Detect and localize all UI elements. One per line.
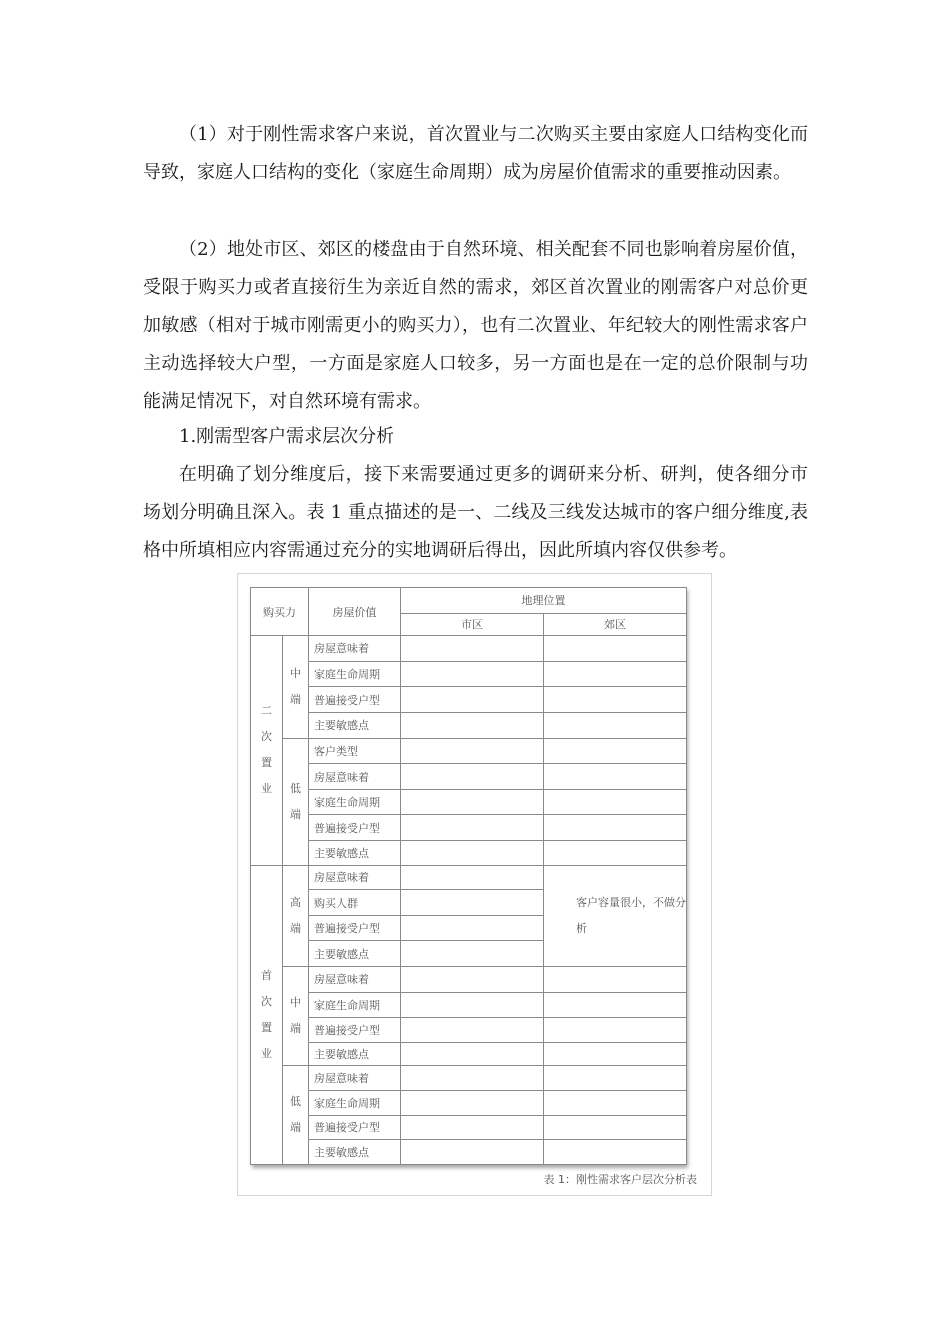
row-label: 房屋意味着	[309, 636, 401, 662]
cell-suburb	[544, 815, 687, 841]
cell-urban	[401, 1140, 544, 1165]
row-label: 家庭生命周期	[309, 661, 401, 687]
cell-urban	[401, 1042, 544, 1066]
row-label: 家庭生命周期	[309, 789, 401, 815]
tier-low: 低端	[283, 738, 309, 865]
row-label: 主要敏感点	[309, 841, 401, 866]
table-row	[251, 815, 687, 841]
header-suburb: 郊区	[544, 613, 687, 636]
table-row	[251, 1140, 687, 1165]
cell-urban	[401, 687, 544, 713]
cell-urban	[401, 890, 544, 916]
table-header-row	[251, 588, 687, 614]
cell-suburb	[544, 1115, 687, 1140]
cell-urban	[401, 1018, 544, 1043]
suburb-note: 客户容量很小，不做分析	[544, 865, 687, 966]
header-urban: 市区	[401, 613, 544, 636]
cell-suburb	[544, 1091, 687, 1116]
cell-urban	[401, 1091, 544, 1116]
cell-suburb	[544, 841, 687, 866]
row-label: 家庭生命周期	[309, 1091, 401, 1116]
cell-suburb	[544, 967, 687, 993]
table-row	[251, 1091, 687, 1116]
group-first-purchase: 首次置业	[251, 865, 283, 1164]
section-heading: 1.刚需型客户需求层次分析	[179, 426, 395, 447]
row-label: 房屋意味着	[309, 967, 401, 993]
cell-suburb	[544, 712, 687, 738]
cell-suburb	[544, 738, 687, 764]
group-second-purchase: 二次置业	[251, 636, 283, 865]
cell-urban	[401, 841, 544, 866]
table-row	[251, 738, 687, 764]
row-label: 普遍接受户型	[309, 1115, 401, 1140]
row-label: 房屋意味着	[309, 1066, 401, 1091]
cell-suburb	[544, 764, 687, 790]
customer-analysis-table	[250, 587, 687, 1165]
cell-suburb	[544, 1140, 687, 1165]
cell-urban	[401, 941, 544, 967]
cell-urban	[401, 815, 544, 841]
cell-urban	[401, 712, 544, 738]
cell-suburb	[544, 992, 687, 1018]
row-label: 主要敏感点	[309, 1042, 401, 1066]
table-figure	[237, 573, 712, 1196]
table-row	[251, 865, 687, 890]
paragraph-1: （1）对于刚性需求客户来说，首次置业与二次购买主要由家庭人口结构变化而导致，家庭人口结构的变化（家庭生命周期）成为房屋价值需求的重要推动因素。	[143, 124, 808, 183]
cell-urban	[401, 764, 544, 790]
row-label: 普遍接受户型	[309, 687, 401, 713]
cell-urban	[401, 967, 544, 993]
row-label: 主要敏感点	[309, 712, 401, 738]
table-row	[251, 789, 687, 815]
table-container	[250, 587, 686, 1165]
cell-suburb	[544, 661, 687, 687]
table-row	[251, 841, 687, 866]
cell-urban	[401, 1115, 544, 1140]
cell-urban	[401, 915, 544, 941]
table-row	[251, 967, 687, 993]
table-row	[251, 712, 687, 738]
header-house-value: 房屋价值	[309, 588, 401, 636]
table-row	[251, 1042, 687, 1066]
cell-suburb	[544, 1042, 687, 1066]
table-row	[251, 1066, 687, 1091]
table-row	[251, 636, 687, 662]
cell-urban	[401, 789, 544, 815]
row-label: 家庭生命周期	[309, 992, 401, 1018]
table-row	[251, 1115, 687, 1140]
row-label: 普遍接受户型	[309, 915, 401, 941]
cell-suburb	[544, 636, 687, 662]
tier-mid: 中端	[283, 636, 309, 738]
row-label: 购买人群	[309, 890, 401, 916]
header-purchasing-power: 购买力	[251, 588, 309, 636]
cell-urban	[401, 865, 544, 890]
cell-urban	[401, 738, 544, 764]
row-label: 客户类型	[309, 738, 401, 764]
cell-urban	[401, 636, 544, 662]
row-label: 普遍接受户型	[309, 815, 401, 841]
tier-high: 高端	[283, 865, 309, 966]
table-row	[251, 992, 687, 1018]
row-label: 房屋意味着	[309, 764, 401, 790]
cell-urban	[401, 992, 544, 1018]
paragraph-3: 在明确了划分维度后，接下来需要通过更多的调研来分析、研判，使各细分市场划分明确且深入。表 1 重点描述的是一、二线及三线发达城市的客户细分维度,表格中所填相应内容需通过充分的实地调研后得出，因此所填内容仅供参考。	[143, 464, 808, 561]
table-caption: 表 1：刚性需求客户层次分析表	[543, 1173, 697, 1186]
cell-suburb	[544, 789, 687, 815]
tier-low: 低端	[283, 1066, 309, 1165]
table-row	[251, 1018, 687, 1043]
header-location: 地理位置	[401, 588, 687, 614]
row-label: 房屋意味着	[309, 865, 401, 890]
row-label: 主要敏感点	[309, 941, 401, 967]
paragraph-2: （2）地处市区、郊区的楼盘由于自然环境、相关配套不同也影响着房屋价值，受限于购买力或者直接衍生为亲近自然的需求，郊区首次置业的刚需客户对总价更加敏感（相对于城市刚需更小的购买力），也有二次置业、年纪较大的刚性需求客户主动选择较大户型，一方面是家庭人口较多，另一方面也是在一定的总价限制与功能满足情况下，对自然环境有需求。	[143, 239, 808, 412]
table-row	[251, 764, 687, 790]
row-label: 主要敏感点	[309, 1140, 401, 1165]
table-row	[251, 661, 687, 687]
cell-suburb	[544, 687, 687, 713]
tier-mid: 中端	[283, 967, 309, 1066]
row-label: 普遍接受户型	[309, 1018, 401, 1043]
table-row	[251, 687, 687, 713]
cell-suburb	[544, 1066, 687, 1091]
cell-urban	[401, 1066, 544, 1091]
cell-urban	[401, 661, 544, 687]
cell-suburb	[544, 1018, 687, 1043]
